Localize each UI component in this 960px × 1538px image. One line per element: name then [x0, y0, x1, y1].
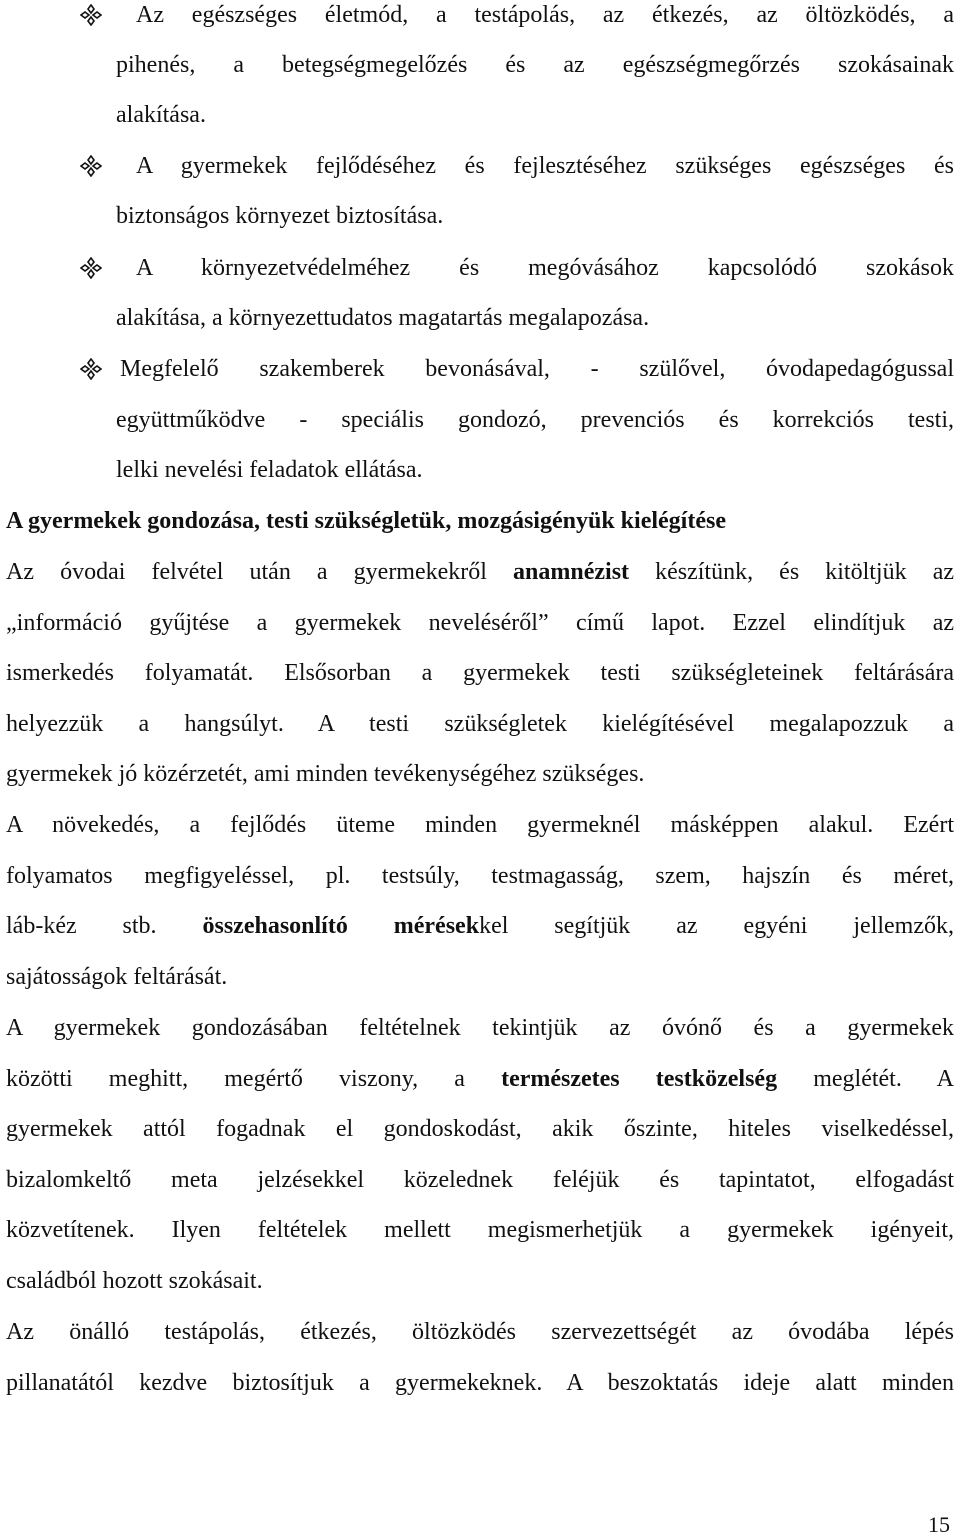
paragraph-4-line-2: pillanatától kezdve biztosítjuk a gyermekeknek. A beszoktatás ideje alatt minden — [6, 1370, 954, 1396]
paragraph-2-line-3 — [6, 911, 954, 941]
paragraph-1-line-1 — [6, 557, 954, 587]
p3-text-a: közötti meghitt, megértő viszony, a — [6, 1066, 502, 1092]
bullet-4-line-1: Megfelelő szakemberek bevonásával, - szülővel, óvodapedagógussal — [120, 356, 954, 382]
bullet-item-4 — [80, 354, 954, 384]
paragraph-4-line-1: Az önálló testápolás, étkezés, öltözködés szervezettségét az óvodába lépés — [6, 1319, 954, 1345]
paragraph-3-line-3: gyermekek attól fogadnak el gondoskodást, akik őszinte, hiteles viselkedéssel, — [6, 1116, 954, 1142]
bullet-item-3 — [80, 253, 954, 283]
paragraph-2-line-2: folyamatos megfigyeléssel, pl. testsúly, testmagasság, szem, hajszín és méret, — [6, 863, 954, 889]
diamond-four-leaf-icon — [80, 358, 102, 380]
bullet-4-line-2: együttműködve - speciális gondozó, prevenciós és korrekciós testi, — [116, 407, 954, 433]
bullet-4-line-3: lelki nevelési feladatok ellátása. — [116, 457, 423, 483]
diamond-four-leaf-icon — [80, 4, 102, 26]
p1-text-a: Az óvodai felvétel után a gyermekekről — [6, 559, 514, 585]
paragraph-3-line-5: közvetítenek. Ilyen feltételek mellett megismerhetjük a gyermekek igényeit, — [6, 1217, 954, 1243]
p1-text-c: készítünk, és kitöltjük az — [629, 559, 954, 585]
bullet-1-line-3: alakítása. — [116, 102, 206, 128]
p2-text-a: láb-kéz stb. — [6, 913, 203, 939]
bullet-1-line-1: Az egészséges életmód, a testápolás, az étkezés, az öltözködés, a — [136, 2, 954, 28]
bullet-2-line-1: A gyermekek fejlődéséhez és fejlesztéséhez szükséges egészséges és — [136, 153, 954, 179]
bullet-3-line-1: A környezetvédelméhez és megóvásához kapcsolódó szokások — [136, 255, 954, 281]
paragraph-1-line-5: gyermekek jó közérzetét, ami minden tevékenységéhez szükséges. — [6, 761, 645, 787]
paragraph-3-line-2 — [6, 1064, 954, 1094]
paragraph-3-line-1: A gyermekek gondozásában feltételnek tekintjük az óvónő és a gyermekek — [6, 1015, 954, 1041]
p2-bold-osszehasonlito: összehasonlító mérések — [202, 913, 480, 939]
section-heading: A gyermekek gondozása, testi szükségletük, mozgásigényük kielégítése — [6, 508, 726, 534]
paragraph-3-line-6: családból hozott szokásait. — [6, 1268, 263, 1294]
paragraph-2-line-1: A növekedés, a fejlődés üteme minden gyermeknél másképpen alakul. Ezért — [6, 812, 954, 838]
p3-bold-termeszetes: természetes testközelség — [501, 1066, 778, 1092]
p2-text-c: kel segítjük az egyéni jellemzők, — [479, 913, 954, 939]
p1-bold-anamnezist: anamnézist — [513, 559, 630, 585]
paragraph-1-line-3: ismerkedés folyamatát. Elsősorban a gyermekek testi szükségleteinek feltárására — [6, 660, 954, 686]
p3-text-c: meglétét. A — [777, 1066, 954, 1092]
paragraph-3-line-4: bizalomkeltő meta jelzésekkel közelednek feléjük és tapintatot, elfogadást — [6, 1167, 954, 1193]
paragraph-1-line-4: helyezzük a hangsúlyt. A testi szükségletek kielégítésével megalapozzuk a — [6, 711, 954, 737]
paragraph-2-line-4: sajátosságok feltárását. — [6, 964, 228, 990]
bullet-item-2 — [80, 151, 954, 181]
page-number: 15 — [928, 1512, 950, 1537]
bullet-3-line-2: alakítása, a környezettudatos magatartás megalapozása. — [116, 305, 650, 331]
bullet-item-1 — [80, 0, 954, 30]
bullet-2-line-2: biztonságos környezet biztosítása. — [116, 203, 444, 229]
diamond-four-leaf-icon — [80, 257, 102, 279]
bullet-1-line-2: pihenés, a betegségmegelőzés és az egészségmegőrzés szokásainak — [116, 52, 954, 78]
paragraph-1-line-2: „információ gyűjtése a gyermekek neveléséről” című lapot. Ezzel elindítjuk az — [6, 610, 954, 636]
diamond-four-leaf-icon — [80, 155, 102, 177]
